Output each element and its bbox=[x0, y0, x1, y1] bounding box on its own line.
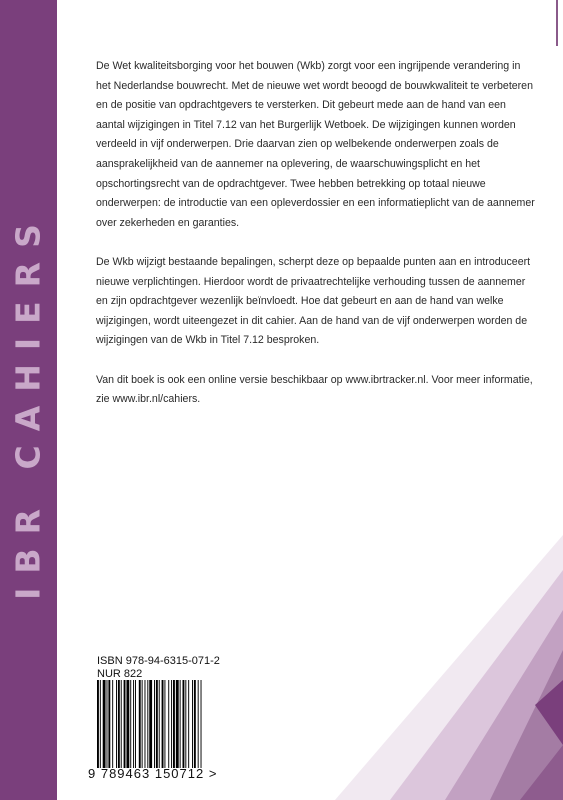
nur-code: NUR 822 bbox=[97, 668, 143, 680]
top-divider-line bbox=[556, 0, 558, 46]
barcode-bar bbox=[149, 680, 152, 768]
barcode-bar bbox=[121, 680, 122, 768]
blurb-paragraph-1: De Wet kwaliteitsborging voor het bouwen (Wkb) zorgt voor een ingrijpende verandering in het Nederlandse bouwrecht. Met de nieuwe wet wordt beoogd de bouwkwaliteit te verbeteren en de positie van opdrachtgevers te versterken. Dit gebeurt mede aan de hand van een aantal wijzigingen in Titel 7.12 van het Burgerlijk Wetboek. De wijzigingen kunnen worden verdeeld in vijf onderwerpen. Drie daarvan zien op welbekende onderwerpen zoals de aansprakelijkheid van de aannemer na oplevering, de waarschuwingsplicht en het opschortingsrecht van de opdrachtgever. Twee hebben betrekking op totaal nieuwe onderwerpen: de introductie van een opleverdossier en een informatieplicht van de aannemer over zekerheden en garanties. bbox=[96, 60, 535, 229]
spine-band bbox=[0, 0, 57, 800]
barcode-bar bbox=[171, 680, 172, 768]
barcode-bar bbox=[162, 680, 164, 768]
barcode-bar bbox=[135, 680, 136, 768]
barcode-digits: 9 789463 150712 > bbox=[88, 766, 218, 781]
barcode-bar bbox=[201, 680, 202, 768]
barcode-bar bbox=[103, 680, 106, 768]
blurb bbox=[96, 57, 536, 429]
barcode-bar bbox=[168, 680, 169, 768]
barcode bbox=[97, 680, 225, 768]
barcode-bar bbox=[198, 680, 199, 768]
barcode-bar bbox=[130, 680, 131, 768]
barcode-bar bbox=[185, 680, 186, 768]
barcode-bar bbox=[126, 680, 129, 768]
barcode-bar bbox=[194, 680, 196, 768]
blurb-paragraph-2: De Wkb wijzigt bestaande bepalingen, scherpt deze op bepaalde punten aan en introduceert nieuwe verplichtingen. Hierdoor wordt de privaatrechtelijke verhouding tussen de aannemer en zijn opdrachtgever wezenlijk beïnvloedt. Hoe dat gebeurt en aan de hand van welke wijzigingen, wordt uiteengezet in dit cahier. Aan de hand van de vijf onderwerpen worden de wijzigingen van de Wkb in Titel 7.12 besproken. bbox=[96, 255, 531, 347]
barcode-bar bbox=[107, 680, 108, 768]
barcode-bar bbox=[112, 680, 113, 768]
isbn-number: ISBN 978-94-6315-071-2 bbox=[97, 655, 220, 667]
barcode-bar bbox=[118, 680, 120, 768]
barcode-bar bbox=[133, 680, 134, 768]
barcode-bar bbox=[100, 680, 101, 768]
blurb-paragraph-3: Van dit boek is ook een online versie beschikbaar op www.ibrtracker.nl. Voor meer informatie, zie www.ibr.nl/cahiers. bbox=[96, 373, 533, 406]
barcode-bar bbox=[180, 680, 181, 768]
barcode-bar bbox=[192, 680, 193, 768]
barcode-bar bbox=[159, 680, 160, 768]
barcode-bar bbox=[142, 680, 143, 768]
barcode-bar bbox=[156, 680, 158, 768]
barcode-bar bbox=[154, 680, 155, 768]
barcode-bar bbox=[97, 680, 99, 768]
barcode-bar bbox=[147, 680, 148, 768]
barcode-bar bbox=[145, 680, 146, 768]
barcode-bar bbox=[108, 680, 110, 768]
barcode-bar bbox=[116, 680, 117, 768]
series-title: IBR CAHIERS bbox=[8, 210, 48, 600]
barcode-bar bbox=[183, 680, 185, 768]
isbn-block bbox=[97, 655, 220, 681]
barcode-bar bbox=[188, 680, 189, 768]
barcode-bar bbox=[139, 680, 141, 768]
barcode-bar bbox=[164, 680, 165, 768]
barcode-bar bbox=[173, 680, 175, 768]
barcode-bar bbox=[176, 680, 179, 768]
barcode-bar bbox=[124, 680, 126, 768]
